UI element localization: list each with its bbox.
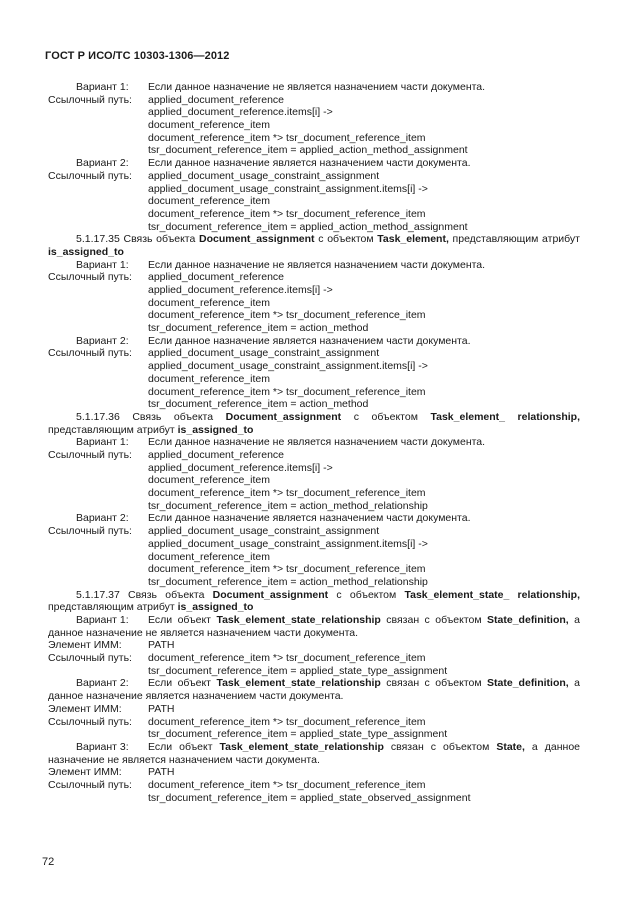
row-value — [148, 728, 447, 741]
row-value — [148, 487, 426, 500]
text-run: applied_document_usage_constraint_assignment — [148, 525, 380, 538]
row-label: Вариант 1: — [76, 258, 129, 271]
text-run: applied_document_reference.items[i] -> — [148, 284, 333, 297]
text-run: tsr_document_reference_item = action_method_relationship — [148, 499, 428, 512]
mapping-row — [48, 183, 580, 196]
text-run: tsr_document_reference_item = applied_state_observed_assignment — [148, 791, 471, 804]
text-run: PATH — [148, 639, 175, 652]
text-run: Если объект — [148, 740, 220, 753]
row-label: Ссылочный путь: — [48, 271, 132, 284]
row-value — [148, 525, 379, 538]
text-run: Если данное назначение является назначением части документа. — [148, 512, 471, 525]
entity-name: Document_assignment — [225, 410, 342, 423]
row-value — [148, 132, 426, 145]
row-label: Ссылочный путь: — [48, 449, 132, 461]
row-value — [148, 309, 426, 322]
text-run: applied_document_usage_constraint_assignment.items[i] -> — [148, 360, 428, 373]
text-run: tsr_document_reference_item = applied_action_method_assignment — [148, 220, 468, 233]
text-run: tsr_document_reference_item = action_method_relationship — [148, 575, 428, 588]
variant-paragraph — [48, 741, 580, 766]
row-value — [148, 538, 428, 551]
variant-label: Вариант 2: — [76, 677, 129, 690]
text-run: tsr_document_reference_item = applied_state_type_assignment — [148, 728, 448, 741]
row-value — [148, 157, 471, 170]
row-value — [148, 284, 333, 297]
section-heading — [48, 411, 580, 436]
text-run: document_reference_item *> tsr_document_reference_item — [148, 309, 426, 322]
row-label: Вариант 2: — [76, 334, 129, 347]
document-body — [48, 81, 580, 804]
mapping-row — [48, 208, 580, 221]
text-run: document_reference_item *> tsr_document_reference_item — [148, 207, 426, 220]
mapping-row — [48, 119, 580, 132]
row-label: Вариант 1: — [76, 81, 129, 93]
text-run: связан с объектом — [383, 740, 497, 753]
mapping-row — [48, 297, 580, 310]
mapping-row — [48, 436, 580, 449]
row-value — [148, 766, 174, 779]
mapping-row — [48, 703, 580, 716]
mapping-row — [48, 309, 580, 322]
mapping-row — [48, 360, 580, 373]
text-run: связан с объектом — [380, 677, 488, 690]
text-run: document_reference_item — [148, 474, 270, 487]
entity-name: Task_element, — [377, 233, 449, 246]
variant-label: Вариант 3: — [76, 740, 129, 753]
text-run: с объектом — [314, 233, 378, 246]
text-run: представляющим атрибут — [48, 601, 178, 614]
mapping-row — [48, 271, 580, 284]
row-value — [148, 500, 428, 513]
mapping-row — [48, 525, 580, 538]
text-run: document_reference_item *> tsr_document_reference_item — [148, 652, 426, 665]
variant-label: Вариант 1: — [76, 613, 129, 626]
row-value — [148, 779, 426, 792]
row-value — [148, 716, 426, 729]
entity-name: Document_assignment — [212, 588, 329, 601]
text-run: Если объект — [148, 613, 217, 626]
row-value — [148, 106, 333, 119]
text-run: document_reference_item — [148, 119, 270, 132]
row-value — [148, 703, 174, 716]
mapping-row — [48, 449, 580, 462]
entity-name: Task_element_state_relationship — [219, 740, 384, 753]
row-value — [148, 449, 284, 462]
row-label: Ссылочный путь: — [48, 779, 132, 791]
text-run: applied_document_usage_constraint_assignment.items[i] -> — [148, 537, 428, 550]
mapping-row — [48, 335, 580, 348]
text-run: Если данное назначение является назначением части документа. — [148, 334, 471, 347]
text-run: document_reference_item *> tsr_document_reference_item — [148, 779, 426, 791]
text-run: представляющим атрибут — [48, 423, 178, 436]
row-label: Элемент ИММ: — [48, 639, 122, 652]
mapping-row — [48, 665, 580, 678]
row-value — [148, 170, 379, 183]
row-value — [148, 144, 468, 157]
row-value — [148, 195, 270, 208]
mapping-row — [48, 500, 580, 513]
text-run: 5.1.17.37 Связь объекта — [76, 588, 213, 601]
text-run: 5.1.17.35 Связь объекта — [76, 233, 200, 246]
mapping-row — [48, 284, 580, 297]
row-value — [148, 119, 270, 132]
row-value — [148, 297, 270, 310]
mapping-row — [48, 538, 580, 551]
row-value — [148, 665, 447, 678]
entity-name: Task_element_state_relationship — [216, 677, 381, 690]
text-run: document_reference_item *> tsr_document_reference_item — [148, 131, 426, 144]
row-value — [148, 576, 428, 589]
mapping-row — [48, 563, 580, 576]
row-value — [148, 474, 270, 487]
entity-name: Task_element_ relationship, — [430, 410, 580, 423]
mapping-row — [48, 94, 580, 107]
row-value — [148, 551, 270, 564]
row-value — [148, 183, 428, 196]
row-value — [148, 81, 485, 94]
text-run: Если данное назначение не является назначением части документа. — [148, 258, 486, 271]
entity-name: Task_element_state_relationship — [216, 613, 381, 626]
mapping-row — [48, 144, 580, 157]
entity-name: State_definition, — [487, 613, 569, 626]
mapping-row — [48, 398, 580, 411]
text-run: applied_document_usage_constraint_assignment.items[i] -> — [148, 182, 428, 195]
mapping-row — [48, 551, 580, 564]
text-run: Если объект — [148, 677, 217, 690]
mapping-row — [48, 132, 580, 145]
mapping-row — [48, 386, 580, 399]
mapping-row — [48, 639, 580, 652]
text-run: а данное назначение не является назначением части документа. — [48, 613, 581, 639]
row-value — [148, 462, 333, 475]
mapping-row — [48, 779, 580, 792]
row-value — [148, 208, 426, 221]
mapping-row — [48, 766, 580, 779]
row-value — [148, 322, 368, 335]
row-value — [148, 512, 471, 525]
row-label: Ссылочный путь: — [48, 169, 132, 182]
row-label: Вариант 2: — [76, 512, 129, 525]
mapping-row — [48, 373, 580, 386]
text-run: applied_document_usage_constraint_assignment — [148, 347, 380, 360]
row-label: Ссылочный путь: — [48, 525, 132, 538]
variant-paragraph — [48, 614, 580, 639]
entity-name: State_definition, — [487, 677, 569, 690]
row-label: Вариант 2: — [76, 157, 129, 170]
row-value — [148, 347, 379, 360]
row-value — [148, 792, 471, 805]
mapping-row — [48, 81, 580, 94]
text-run: document_reference_item — [148, 550, 270, 563]
row-label: Ссылочный путь: — [48, 652, 132, 665]
entity-name: State, — [496, 740, 525, 753]
row-label: Элемент ИММ: — [48, 766, 122, 779]
text-run: applied_document_usage_constraint_assignment — [148, 169, 380, 182]
text-run: document_reference_item — [148, 195, 270, 208]
section-heading — [48, 233, 580, 258]
text-run: Если данное назначение не является назначением части документа. — [148, 81, 486, 93]
row-value — [148, 335, 471, 348]
entity-name: Task_element_state_ relationship, — [404, 588, 580, 601]
text-run: document_reference_item — [148, 296, 270, 309]
text-run: связан с объектом — [380, 613, 488, 626]
text-run: applied_document_reference.items[i] -> — [148, 461, 333, 474]
row-label: Ссылочный путь: — [48, 93, 132, 106]
text-run: tsr_document_reference_item = action_method — [148, 322, 369, 335]
row-value — [148, 386, 426, 399]
text-run: tsr_document_reference_item = applied_action_method_assignment — [148, 144, 468, 157]
page-number: 72 — [42, 856, 55, 868]
mapping-row — [48, 716, 580, 729]
row-label: Элемент ИММ: — [48, 702, 122, 715]
row-value — [148, 652, 426, 665]
text-run: applied_document_reference — [148, 93, 285, 106]
text-run: Если данное назначение является назначением части документа. — [148, 157, 471, 170]
row-value — [148, 360, 428, 373]
text-run: applied_document_reference — [148, 449, 285, 461]
row-value — [148, 373, 270, 386]
text-run: с объектом — [328, 588, 405, 601]
text-run: PATH — [148, 702, 175, 715]
document-header: ГОСТ Р ИСО/ТС 10303-1306—2012 — [45, 50, 230, 62]
text-run: tsr_document_reference_item = applied_state_type_assignment — [148, 664, 448, 677]
mapping-row — [48, 322, 580, 335]
row-label: Ссылочный путь: — [48, 347, 132, 360]
mapping-row — [48, 157, 580, 170]
mapping-row — [48, 576, 580, 589]
mapping-row — [48, 487, 580, 500]
row-label: Вариант 1: — [76, 436, 129, 449]
mapping-row — [48, 259, 580, 272]
text-run: а данное назначение является назначением части документа. — [48, 677, 581, 703]
row-value — [148, 221, 468, 234]
text-run: document_reference_item *> tsr_document_reference_item — [148, 385, 426, 398]
mapping-row — [48, 170, 580, 183]
text-run: document_reference_item — [148, 372, 270, 385]
row-value — [148, 563, 426, 576]
text-run: представляющим атрибут — [448, 233, 580, 246]
text-run: 5.1.17.36 Связь объекта — [76, 410, 226, 423]
section-heading — [48, 589, 580, 614]
entity-name: Document_assignment — [199, 233, 315, 246]
text-run: applied_document_reference — [148, 271, 285, 284]
text-run: document_reference_item *> tsr_document_reference_item — [148, 563, 426, 576]
mapping-row — [48, 195, 580, 208]
row-label: Ссылочный путь: — [48, 715, 132, 728]
text-run: document_reference_item *> tsr_document_reference_item — [148, 715, 426, 728]
mapping-row — [48, 792, 580, 805]
text-run: applied_document_reference.items[i] -> — [148, 106, 333, 119]
row-value — [148, 639, 174, 652]
text-run: а данное назначение не является назначением части документа. — [48, 740, 580, 766]
mapping-row — [48, 347, 580, 360]
row-value — [148, 436, 485, 449]
mapping-row — [48, 106, 580, 119]
mapping-row — [48, 728, 580, 741]
mapping-row — [48, 652, 580, 665]
mapping-row — [48, 462, 580, 475]
entity-name: is_assigned_to — [48, 245, 124, 258]
mapping-row — [48, 512, 580, 525]
variant-paragraph — [48, 677, 580, 702]
row-value — [148, 94, 284, 107]
text-run: document_reference_item *> tsr_document_reference_item — [148, 487, 426, 500]
row-value — [148, 271, 284, 284]
entity-name: is_assigned_to — [177, 423, 254, 436]
mapping-row — [48, 474, 580, 487]
text-run: PATH — [148, 766, 175, 779]
mapping-row — [48, 221, 580, 234]
row-value — [148, 259, 485, 272]
text-run: с объектом — [341, 410, 431, 423]
row-value — [148, 398, 368, 411]
text-run: Если данное назначение не является назначением части документа. — [148, 436, 486, 449]
text-run: tsr_document_reference_item = action_method — [148, 398, 369, 411]
entity-name: is_assigned_to — [177, 601, 254, 614]
